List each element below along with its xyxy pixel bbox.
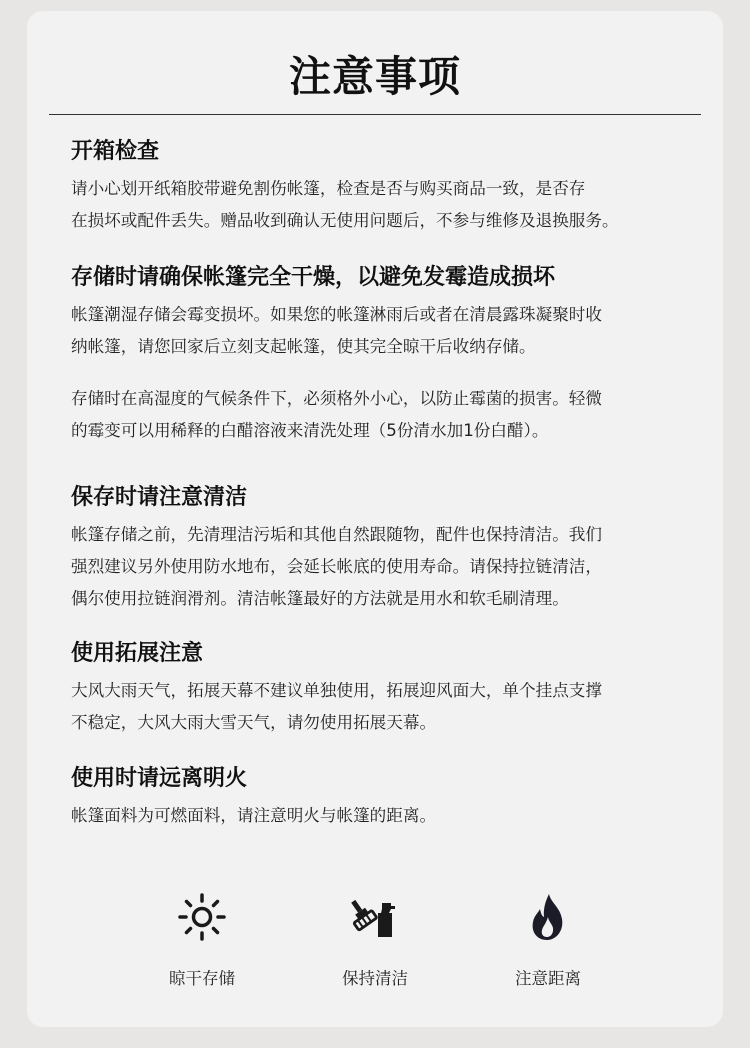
section-text: 帐篷存储之前，先清理洁污垢和其他自然跟随物，配件也保持清洁。我们 强烈建议另外使用防水地布，会延长帐底的使用寿命。请保持拉链清洁， 偶尔使用拉链润滑剂。清洁帐篷最好的方法就是用水和软毛刷清理。 [71, 525, 602, 608]
title-divider [49, 114, 701, 115]
section-heading: 开箱检查 [71, 139, 160, 164]
section-unboxing-check [71, 137, 701, 237]
section-heading: 使用拓展注意 [71, 641, 204, 666]
icon-row [127, 891, 623, 1001]
section-text: 请小心划开纸箱胶带避免割伤帐篷，检查是否与购买商品一致，是否存 在损坏或配件丢失。赠品收到确认无使用问题后，不参与维修及退换服务。 [71, 179, 619, 230]
cleaning-icon [349, 891, 401, 943]
icon-label: 晾干存储 [169, 969, 235, 988]
icon-item-clean [300, 891, 450, 1001]
sun-icon [176, 891, 228, 943]
page-title: 注意事项 [288, 52, 461, 101]
fire-icon [522, 891, 574, 943]
icon-item-dry [127, 891, 277, 1001]
icon-item-distance [473, 891, 623, 1001]
section-text: 大风大雨天气，拓展天幕不建议单独使用，拓展迎风面大，单个挂点支撑 不稳定，大风大雨大雪天气，请勿使用拓展天幕。 [71, 681, 602, 732]
section-cleaning [71, 483, 701, 615]
icon-label: 保持清洁 [342, 969, 408, 988]
section-dry-storage [71, 263, 701, 447]
icon-label: 注意距离 [515, 969, 581, 988]
section-text: 帐篷面料为可燃面料，请注意明火与帐篷的距离。 [71, 806, 437, 825]
section-text: 帐篷潮湿存储会霉变损坏。如果您的帐篷淋雨后或者在清晨露珠凝聚时收 纳帐篷，请您回家后立刻支起帐篷，使其完全晾干后收纳存储。 [71, 305, 602, 356]
section-fire-safety [71, 764, 701, 832]
notice-card [27, 11, 723, 1027]
section-heading: 保存时请注意清洁 [71, 485, 248, 510]
section-heading: 存储时请确保帐篷完全干燥，以避免发霉造成损坏 [71, 265, 556, 290]
section-extension [71, 639, 701, 739]
section-heading: 使用时请远离明火 [71, 766, 248, 791]
section-text: 存储时在高湿度的气候条件下，必须格外小心，以防止霉菌的损害。轻微 的霉变可以用稀释的白醋溶液来清洗处理（5份清水加1份白醋）。 [71, 389, 602, 440]
